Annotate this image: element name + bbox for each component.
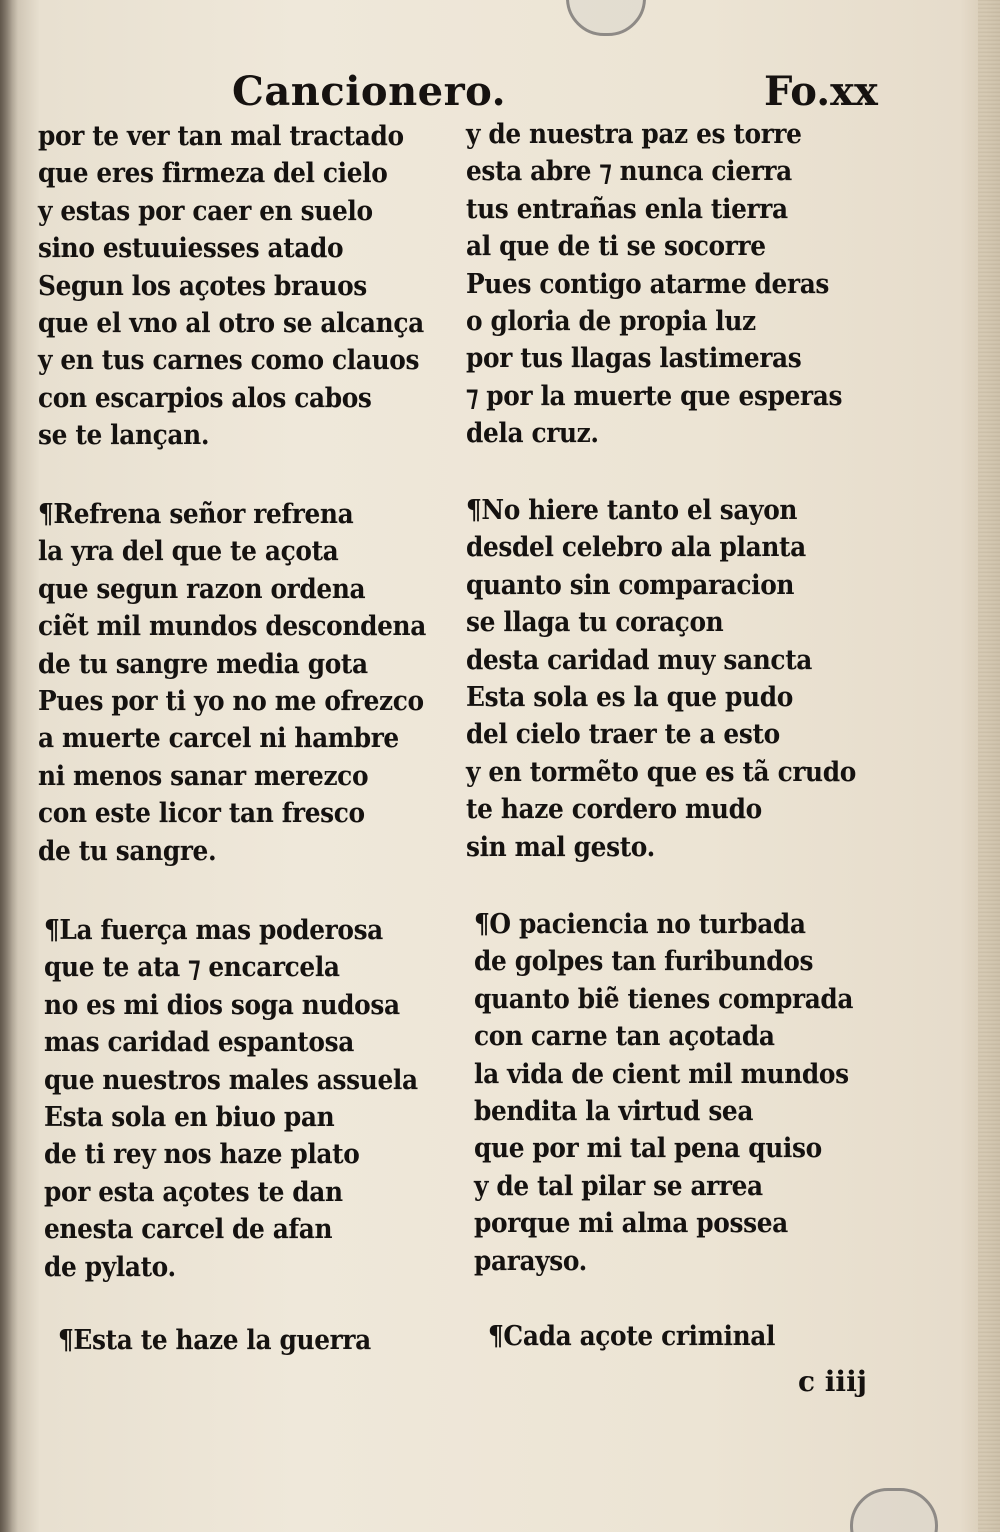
- signature-mark: c iiij: [798, 1365, 867, 1398]
- verse-line: dela cruz.: [466, 418, 599, 450]
- right-stanza-3: [474, 906, 914, 1280]
- verse-line: ¶Refrena señor refrena: [38, 499, 354, 530]
- right-catchline: [488, 1318, 928, 1355]
- verse-line: bendita la virtud sea: [474, 1095, 754, 1127]
- verse-line: ni menos sanar merezco: [38, 760, 369, 792]
- verse-line: se te lançan.: [38, 420, 210, 452]
- right-stanza-2: [466, 492, 906, 866]
- verse-line: sin mal gesto.: [466, 831, 655, 863]
- verse-line: no es mi dios soga nudosa: [44, 989, 400, 1021]
- verse-line: que segun razon ordena: [38, 573, 366, 605]
- verse-line: de golpes tan furibundos: [474, 946, 814, 978]
- verse-line: la yra del que te açota: [38, 536, 339, 568]
- verse-line: porque mi alma possea: [474, 1208, 788, 1240]
- page-clip-bottom: [850, 1488, 938, 1532]
- verse-line: mas caridad espantosa: [44, 1027, 354, 1059]
- verse-line: ¶No hiere tanto el sayon: [466, 495, 798, 526]
- verse-line: ¶Esta te haze la guerra: [58, 1325, 371, 1356]
- verse-line: Esta sola es la que pudo: [466, 681, 793, 713]
- verse-line: ¶Cada açote criminal: [488, 1321, 776, 1352]
- verse-line: y en tormẽto que es tã crudo: [466, 756, 856, 788]
- verse-line: desta caridad muy sancta: [466, 644, 813, 676]
- verse-line: que eres firmeza del cielo: [38, 158, 388, 190]
- page-edge: [978, 0, 1000, 1532]
- verse-line: quanto sin comparacion: [466, 569, 795, 601]
- verse-line: esta abre ⁊ nunca cierra: [466, 156, 792, 188]
- verse-line: ¶La fuerça mas poderosa: [44, 915, 383, 946]
- verse-line: con escarpios alos cabos: [38, 382, 372, 414]
- page-clip-top: [566, 0, 646, 36]
- verse-line: Esta sola en biuo pan: [44, 1101, 335, 1133]
- verse-line: Segun los açotes brauos: [38, 270, 367, 302]
- verse-line: y de tal pilar se arrea: [474, 1170, 763, 1202]
- verse-line: ¶O paciencia no turbada: [474, 909, 806, 940]
- right-stanza-1: [466, 116, 906, 453]
- verse-line: ⁊ por la muerte que esperas: [466, 380, 843, 412]
- verse-line: que nuestros males assuela: [44, 1064, 418, 1096]
- verse-line: y estas por caer en suelo: [38, 195, 373, 227]
- verse-line: del cielo traer te a esto: [466, 719, 780, 751]
- verse-line: por tus llagas lastimeras: [466, 343, 802, 375]
- verse-line: de pylato.: [44, 1251, 176, 1283]
- verse-line: que te ata ⁊ encarcela: [44, 952, 340, 984]
- verse-line: Pues por ti yo no me ofrezco: [38, 685, 424, 717]
- verse-line: con este licor tan fresco: [38, 798, 365, 830]
- verse-line: desdel celebro ala planta: [466, 532, 806, 564]
- verse-line: al que de ti se socorre: [466, 231, 766, 263]
- verse-line: tus entrañas enla tierra: [466, 193, 788, 225]
- verse-line: que por mi tal pena quiso: [474, 1133, 822, 1165]
- verse-line: parayso.: [474, 1245, 587, 1277]
- verse-line: enesta carcel de afan: [44, 1214, 333, 1246]
- verse-line: te haze cordero mudo: [466, 794, 762, 826]
- verse-line: de tu sangre.: [38, 835, 217, 867]
- left-catchline: [58, 1322, 498, 1359]
- left-stanza-3: [44, 912, 484, 1286]
- verse-line: y de nuestra paz es torre: [466, 119, 802, 150]
- verse-line: a muerte carcel ni hambre: [38, 723, 399, 755]
- verse-line: que el vno al otro se alcança: [38, 307, 424, 339]
- verse-line: y en tus carnes como clauos: [38, 345, 420, 377]
- verse-line: por te ver tan mal tractado: [38, 121, 404, 152]
- verse-line: con carne tan açotada: [474, 1021, 775, 1053]
- verse-line: sino estuuiesses atado: [38, 233, 344, 265]
- verse-line: Pues contigo atarme deras: [466, 268, 830, 300]
- verse-line: por esta açotes te dan: [44, 1176, 343, 1208]
- left-stanza-1: [38, 118, 478, 455]
- verse-line: ciẽt mil mundos descondena: [38, 611, 426, 643]
- folio-number: Fo.xx: [764, 68, 878, 115]
- verse-line: la vida de cient mil mundos: [474, 1058, 849, 1090]
- verse-line: de ti rey nos haze plato: [44, 1139, 360, 1171]
- verse-line: quanto biẽ tienes comprada: [474, 983, 854, 1015]
- left-stanza-2: [38, 496, 478, 870]
- verse-line: de tu sangre media gota: [38, 648, 368, 680]
- verse-line: se llaga tu coraçon: [466, 607, 724, 639]
- spine-shadow: [0, 0, 18, 1532]
- verse-line: o gloria de propia luz: [466, 305, 756, 337]
- running-title: Cancionero.: [232, 68, 507, 115]
